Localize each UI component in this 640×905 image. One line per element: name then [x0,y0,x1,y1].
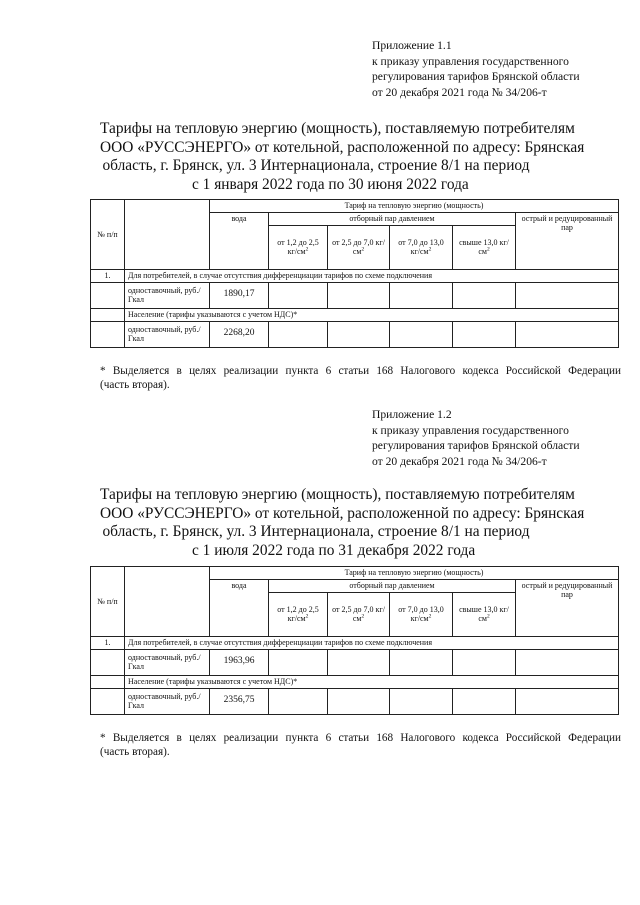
table-cell-empty [91,321,125,347]
table-cell-empty [516,688,619,714]
row-category: Для потребителей, в случае отсутствия дифференциации тарифов по схеме подключения [125,636,619,649]
table-cell-empty [91,308,125,321]
appendix-authority: регулирования тарифов Брянской области [372,70,580,84]
footnote [100,364,621,393]
col-header-pressure-3: от 7,0 до 13,0 $кг/см^2$ [390,225,453,269]
col-header-pressure-1: от 1,2 до 2,5 $кг/см^2$ [269,592,328,636]
row-rate-value: 1963,96 [210,649,269,675]
col-header-pressure-4: свыше 13,0 $кг/см^2$ [453,225,516,269]
col-header-water: вода [210,212,269,269]
col-header-pressure-1: от 1,2 до 2,5 $кг/см^2$ [269,225,328,269]
row-rate-label: одноставочный, руб./Гкал [125,282,210,308]
col-header-number: № п/п [91,200,125,270]
title-line: ООО «РУССЭНЕРГО» от котельной, расположенной по адресу: Брянская [100,504,585,522]
table-cell-empty [91,649,125,675]
col-header-number: № п/п [91,567,125,637]
col-header-tariff: Тариф на тепловую энергию (мощность) [210,567,619,580]
table-cell-empty [91,282,125,308]
table-cell-empty [269,282,328,308]
tariff-table [90,566,619,715]
row-number: 1. [91,269,125,282]
row-rate-value: 2268,20 [210,321,269,347]
table-cell-empty [328,649,390,675]
title-line: область, г. Брянск, ул. 3 Интернационала, строение 8/1 на период [102,523,530,541]
table-cell-empty [453,688,516,714]
row-category: Для потребителей, в случае отсутствия дифференциации тарифов по схеме подключения [125,269,619,282]
col-header-tariff: Тариф на тепловую энергию (мощность) [210,200,619,213]
footnote-text: * Выделяется в целях реализации пункта 6 статьи 168 Налогового кодекса Российской Федерации [100,732,621,744]
appendix-order-line: к приказу управления государственного [372,54,569,68]
footnote [100,731,621,760]
table-cell-empty [390,649,453,675]
col-header-sharp-steam: острый и редуцированный пар [516,579,619,636]
table-cell-empty [269,649,328,675]
table-cell-empty [516,649,619,675]
col-header-blank [125,200,210,270]
table-cell-empty [328,321,390,347]
table-cell-empty [516,282,619,308]
table-cell-empty [269,688,328,714]
col-header-blank [125,567,210,637]
row-rate-label: одноставочный, руб./Гкал [125,649,210,675]
footnote-text-cont: (часть вторая). [100,746,170,759]
table-cell-empty [390,282,453,308]
table-cell-empty [269,321,328,347]
table-cell-empty [453,649,516,675]
col-header-pressure-4: свыше 13,0 $кг/см^2$ [453,592,516,636]
row-category-population: Население (тарифы указываются с учетом НДС)* [125,308,619,321]
table-cell-empty [516,321,619,347]
title-line: Тарифы на тепловую энергию (мощность), поставляемую потребителям [100,486,575,503]
appendix-order-line: к приказу управления государственного [372,423,569,437]
table-cell-empty [328,688,390,714]
footnote-text: * Выделяется в целях реализации пункта 6 статьи 168 Налогового кодекса Российской Федерации [100,365,621,377]
appendix-header [372,38,580,100]
row-rate-value: 2356,75 [210,688,269,714]
row-category-population: Население (тарифы указываются с учетом НДС)* [125,675,619,688]
title-period: с 1 января 2022 года по 30 июня 2022 года [192,175,469,193]
col-header-pressure-2: от 2,5 до 7,0 $кг/см^2$ [328,592,390,636]
row-rate-value: 1890,17 [210,282,269,308]
document-title [100,120,585,194]
appendix-authority: регулирования тарифов Брянской области [372,439,580,453]
title-line: область, г. Брянск, ул. 3 Интернационала, строение 8/1 на период [102,157,530,175]
table-cell-empty [91,675,125,688]
row-rate-label: одноставочный, руб./Гкал [125,688,210,714]
col-header-steam: отборный пар давлением [269,579,516,592]
table-cell-empty [328,282,390,308]
col-header-sharp-steam: острый и редуцированный пар [516,212,619,269]
appendix-order-date: от 20 декабря 2021 года № 34/206-т [372,454,547,468]
col-header-steam: отборный пар давлением [269,212,516,225]
appendix-number: Приложение 1.2 [372,408,452,421]
col-header-pressure-2: от 2,5 до 7,0 $кг/см^2$ [328,225,390,269]
footnote-text-cont: (часть вторая). [100,379,170,392]
tariff-table [90,199,619,348]
col-header-pressure-3: от 7,0 до 13,0 $кг/см^2$ [390,592,453,636]
title-line: ООО «РУССЭНЕРГО» от котельной, расположенной по адресу: Брянская [100,138,585,156]
title-line: Тарифы на тепловую энергию (мощность), поставляемую потребителям [100,120,575,137]
table-cell-empty [453,282,516,308]
appendix-number: Приложение 1.1 [372,39,452,52]
table-cell-empty [390,321,453,347]
row-number: 1. [91,636,125,649]
table-cell-empty [453,321,516,347]
title-period: с 1 июля 2022 года по 31 декабря 2022 года [192,541,476,559]
appendix-order-date: от 20 декабря 2021 года № 34/206-т [372,85,547,99]
appendix-header [372,407,580,469]
row-rate-label: одноставочный, руб./Гкал [125,321,210,347]
table-cell-empty [390,688,453,714]
col-header-water: вода [210,579,269,636]
table-cell-empty [91,688,125,714]
document-title [100,486,585,560]
